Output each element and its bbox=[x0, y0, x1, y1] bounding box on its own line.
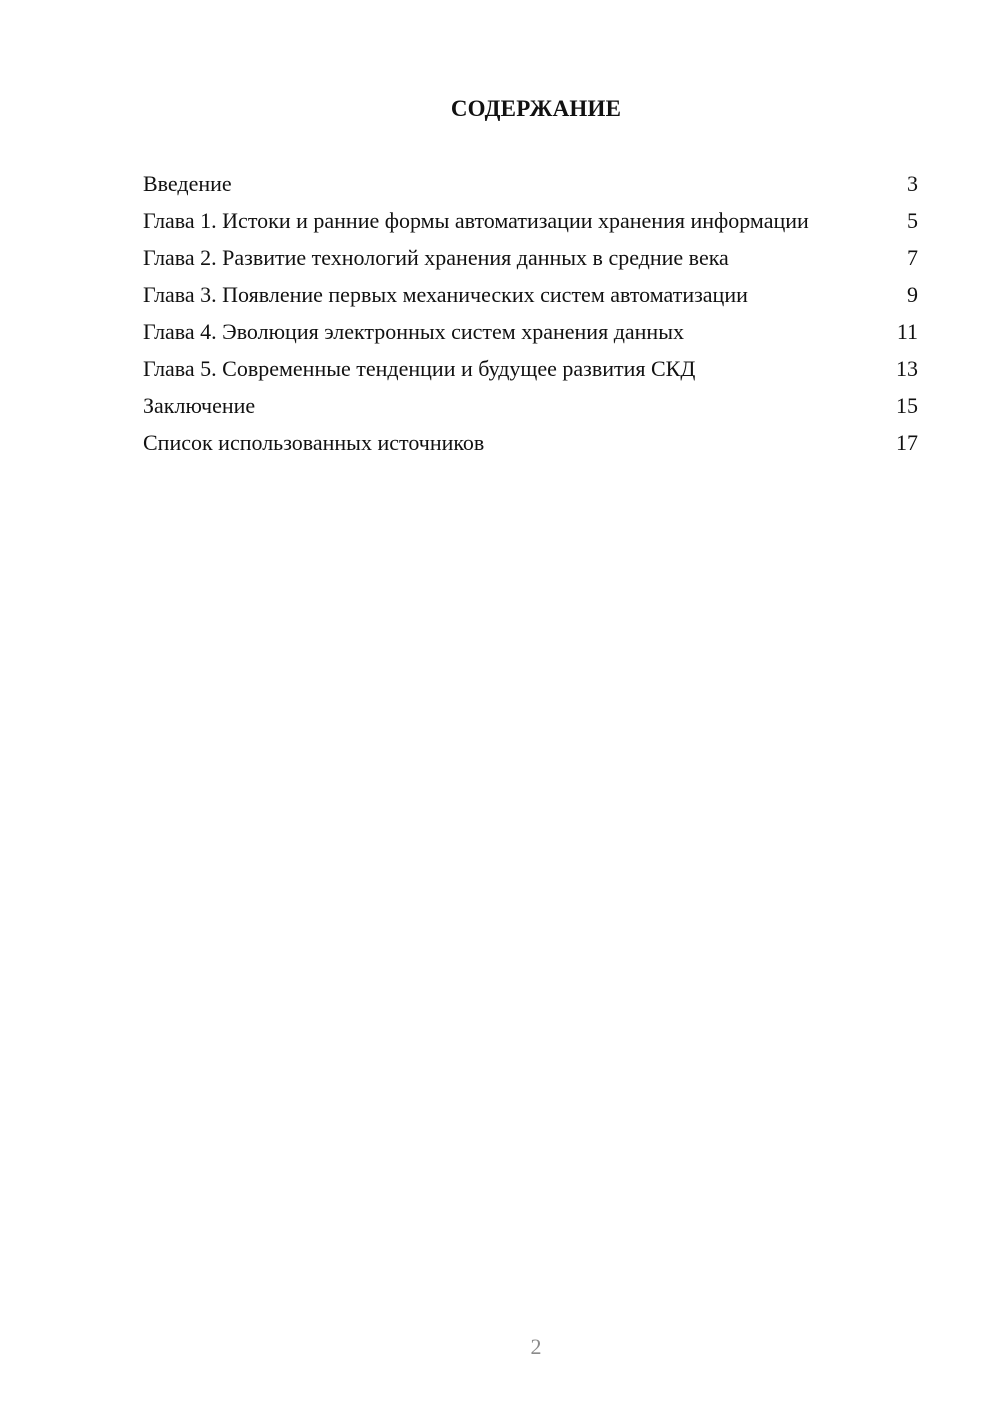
table-of-contents bbox=[143, 170, 918, 466]
toc-entry-chapter-2 bbox=[143, 244, 918, 271]
toc-entry-text: Глава 1. Истоки и ранние формы автоматизации хранения информации bbox=[143, 208, 809, 233]
toc-entry-page: 5 bbox=[907, 208, 918, 233]
toc-entry-chapter-3 bbox=[143, 281, 918, 308]
toc-entry-text: Глава 2. Развитие технологий хранения данных в средние века bbox=[143, 245, 729, 270]
page-title: СОДЕРЖАНИЕ bbox=[450, 96, 622, 121]
toc-entry-text: Заключение bbox=[143, 393, 256, 418]
toc-entry-conclusion bbox=[143, 392, 918, 419]
toc-entry-chapter-5 bbox=[143, 355, 918, 382]
toc-entry-references bbox=[143, 429, 918, 456]
toc-entry-page: 17 bbox=[896, 430, 918, 455]
toc-entry-chapter-1 bbox=[143, 207, 918, 234]
page-number: 2 bbox=[530, 1334, 542, 1359]
toc-entry-page: 3 bbox=[907, 171, 918, 196]
toc-entry-introduction bbox=[143, 170, 918, 197]
toc-entry-text: Введение bbox=[143, 171, 232, 196]
toc-entry-text: Список использованных источников bbox=[143, 430, 485, 455]
toc-entry-text: Глава 5. Современные тенденции и будущее развития СКД bbox=[143, 356, 696, 381]
toc-entry-text: Глава 3. Появление первых механических систем автоматизации bbox=[143, 282, 748, 307]
toc-entry-page: 11 bbox=[896, 319, 918, 344]
toc-entry-chapter-4 bbox=[143, 318, 918, 345]
toc-entry-text: Глава 4. Эволюция электронных систем хранения данных bbox=[143, 319, 684, 344]
toc-entry-page: 9 bbox=[907, 282, 918, 307]
toc-entry-page: 13 bbox=[896, 356, 918, 381]
toc-entry-page: 7 bbox=[907, 245, 918, 270]
toc-entry-page: 15 bbox=[896, 393, 918, 418]
